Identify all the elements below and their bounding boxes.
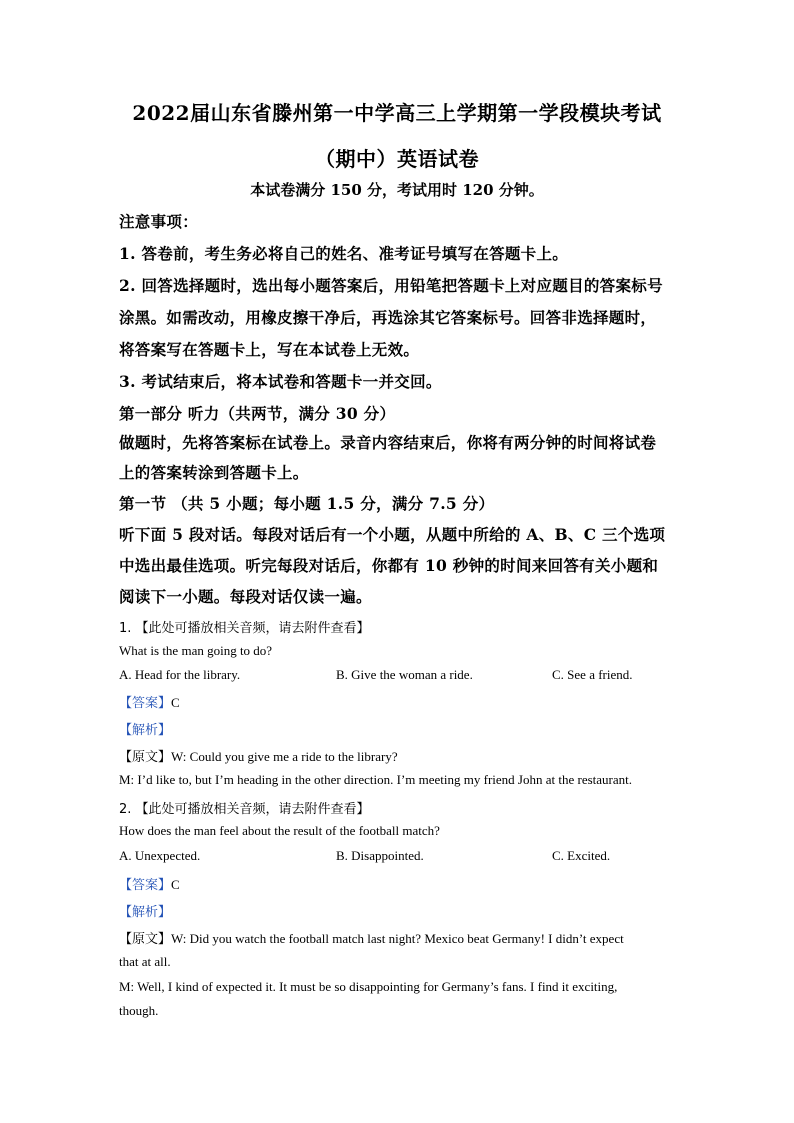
notice-item-3: 3. 考试结束后，将本试卷和答题卡一并交回。 — [119, 372, 442, 391]
question-2-transcript-line3: M: Well, I kind of expected it. It must be so disappointing for Germany’s fans. I find it exciting, — [119, 979, 618, 994]
question-1-option-a: A. Head for the library. — [119, 667, 241, 682]
answer-value: C — [171, 695, 180, 710]
answer-label: 【答案】 — [119, 878, 172, 893]
question-2-text: How does the man feel about the result of the football match? — [119, 823, 440, 838]
question-2-analysis-label: 【解析】 — [119, 905, 172, 920]
transcript-text: W: Could you give me a ride to the library? — [171, 749, 398, 764]
transcript-label: 【原文】 — [119, 932, 172, 947]
question-2-transcript-line2: that at all. — [119, 954, 171, 969]
section1-instruction-line3: 阅读下一小题。每段对话仅读一遍。 — [119, 587, 372, 606]
section1-instruction-line1: 听下面 5 段对话。每段对话后有一个小题，从题中所给的 A、B、C 三个选项 — [119, 525, 666, 544]
question-number: 2. — [119, 802, 132, 817]
page-title-line2: （期中）英语试卷 — [315, 147, 479, 171]
audio-note: 【此处可播放相关音频，请去附件查看】 — [135, 802, 370, 817]
question-1-answer — [119, 692, 180, 711]
answer-label: 【答案】 — [119, 696, 172, 711]
page-title-line1: 2022届山东省滕州第一中学高三上学期第一学段模块考试 — [132, 101, 662, 125]
question-1-header — [119, 617, 370, 636]
part1-instruction-line1: 做题时，先将答案标在试卷上。录音内容结束后，你将有两分钟的时间将试卷 — [119, 433, 657, 452]
transcript-text: W: Did you watch the football match last night? Mexico beat Germany! I didn’t expect — [171, 931, 624, 946]
question-1-transcript-line2: M: I’d like to, but I’m heading in the other direction. I’m meeting my friend John at the restaurant. — [119, 772, 632, 787]
question-1-transcript-line1 — [119, 746, 398, 765]
question-1-option-b: B. Give the woman a ride. — [336, 667, 473, 682]
question-2-option-b: B. Disappointed. — [336, 848, 424, 863]
notice-item-2-line2: 涂黑。如需改动，用橡皮擦干净后，再选涂其它答案标号。回答非选择题时， — [119, 308, 657, 327]
audio-note: 【此处可播放相关音频，请去附件查看】 — [135, 621, 370, 636]
question-1-option-c: C. See a friend. — [552, 667, 633, 682]
part1-instruction-line2: 上的答案转涂到答题卡上。 — [119, 463, 309, 482]
exam-info: 本试卷满分 150 分，考试用时 120 分钟。 — [250, 181, 544, 199]
transcript-label: 【原文】 — [119, 750, 172, 765]
notice-heading: 注意事项： — [119, 212, 199, 231]
question-2-answer — [119, 874, 180, 893]
question-1-text: What is the man going to do? — [119, 643, 273, 658]
part1-heading: 第一部分 听力（共两节，满分 30 分） — [119, 404, 396, 423]
question-2-transcript-line1 — [119, 928, 624, 947]
question-number: 1. — [119, 621, 132, 636]
question-2-option-a: A. Unexpected. — [119, 848, 201, 863]
question-2-header — [119, 798, 370, 817]
notice-item-2-line3: 将答案写在答题卡上，写在本试卷上无效。 — [119, 340, 420, 359]
notice-item-2-line1: 2. 回答选择题时，选出每小题答案后，用铅笔把答题卡上对应题目的答案标号 — [119, 276, 663, 295]
question-1-analysis-label: 【解析】 — [119, 723, 172, 738]
section1-instruction-line2: 中选出最佳选项。听完每段对话后，你都有 10 秒钟的时间来回答有关小题和 — [119, 556, 659, 575]
answer-value: C — [171, 877, 180, 892]
section1-heading: 第一节 （共 5 小题；每小题 1.5 分，满分 7.5 分） — [119, 494, 495, 513]
question-2-transcript-line4: though. — [119, 1003, 159, 1018]
question-2-option-c: C. Excited. — [552, 848, 611, 863]
notice-item-1: 1. 答卷前，考生务必将自己的姓名、准考证号填写在答题卡上。 — [119, 244, 569, 263]
